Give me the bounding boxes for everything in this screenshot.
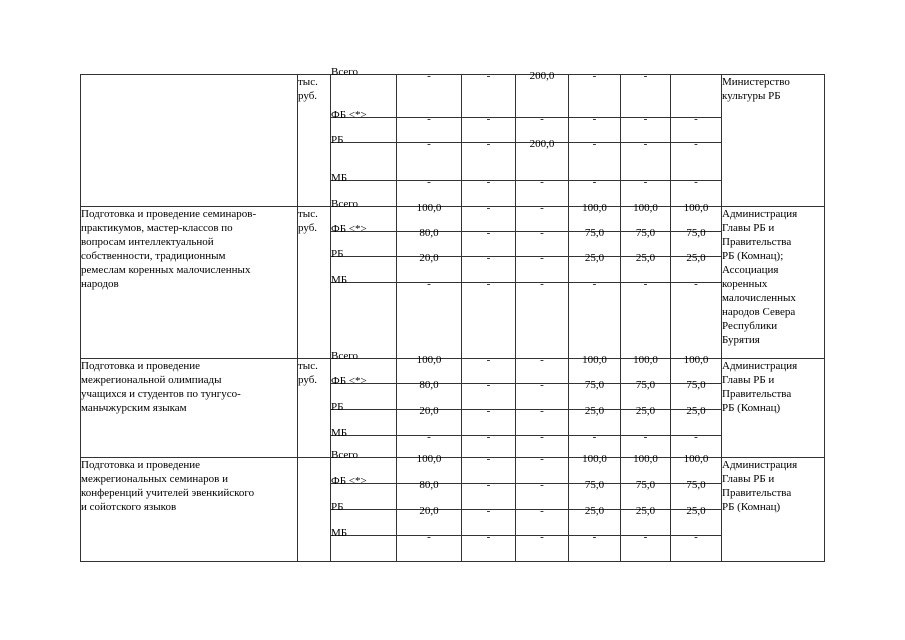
value-text: -	[643, 431, 648, 443]
activity-description	[81, 75, 298, 207]
value-text: 25,0	[686, 505, 706, 517]
value-text: 20,0	[419, 252, 439, 264]
value-text: -	[694, 176, 698, 188]
value-text: -	[486, 227, 491, 239]
value-text: -	[694, 531, 698, 543]
value-text: 25,0	[584, 405, 605, 417]
value-text: -	[592, 431, 597, 443]
value-text: 100,0	[582, 453, 607, 465]
value-text: 75,0	[635, 479, 656, 491]
value-text: -	[486, 278, 491, 290]
unit-cell: тыс. руб.	[298, 359, 331, 458]
value-text: -	[643, 278, 648, 290]
value-text: -	[540, 278, 544, 290]
funding-source-label: ФБ <*>	[331, 475, 367, 487]
value-text: 200,0	[529, 138, 555, 150]
value-text: -	[540, 354, 544, 366]
value-text: 20,0	[419, 405, 439, 417]
budget-table	[80, 66, 825, 562]
value-text: 100,0	[633, 354, 658, 366]
executor-cell: Администрация Главы РБ и Правительства РБ (Комнац)	[722, 458, 825, 562]
value-text: -	[486, 379, 491, 391]
funding-source-label: МБ	[331, 274, 348, 286]
value-text: -	[592, 531, 597, 543]
activity-description: Подготовка и проведение семинаров- практикумов, мастер-классов по вопросам интеллектуальной собственности, традиционным ремеслам коренных малочисленных народов	[81, 207, 298, 359]
funding-source-label: МБ	[331, 527, 348, 539]
value-text: -	[592, 70, 597, 82]
value-text: -	[540, 202, 544, 214]
value-text: 80,0	[419, 479, 439, 491]
value-text: -	[540, 379, 544, 391]
value-text: -	[540, 176, 544, 188]
value-cell	[569, 531, 621, 562]
value-text: 100,0	[582, 202, 607, 214]
funding-source-label: ФБ <*>	[331, 375, 367, 387]
value-text: -	[486, 453, 491, 465]
activity-description: Подготовка и проведение межрегиональной олимпиады учащихся и студентов по тунгусо- маньчжурским языкам	[81, 359, 298, 458]
unit-cell	[298, 458, 331, 562]
value-text: -	[427, 70, 431, 82]
value-text: 100,0	[582, 354, 607, 366]
value-text: -	[643, 531, 648, 543]
funding-source-label: Всего	[331, 350, 358, 362]
value-text: -	[540, 227, 544, 239]
value-text: 25,0	[686, 252, 706, 264]
value-text: 25,0	[635, 405, 656, 417]
value-cell	[569, 278, 621, 359]
value-text: -	[486, 431, 491, 443]
value-text: -	[540, 505, 544, 517]
value-text: -	[427, 138, 431, 150]
value-text: 25,0	[635, 252, 656, 264]
value-text: -	[592, 278, 597, 290]
value-text: 75,0	[686, 379, 706, 391]
funding-source-label: РБ	[331, 501, 344, 513]
value-text: 100,0	[416, 202, 442, 214]
value-text: -	[486, 252, 491, 264]
value-text: 75,0	[635, 227, 656, 239]
value-text: -	[486, 176, 491, 188]
value-text: -	[486, 138, 491, 150]
funding-source-label: ФБ <*>	[331, 223, 367, 235]
value-text: 20,0	[419, 505, 439, 517]
value-cell	[397, 278, 462, 359]
value-text: -	[643, 138, 648, 150]
value-text: 75,0	[584, 227, 605, 239]
funding-source-label: Всего	[331, 449, 358, 461]
value-cell	[621, 531, 671, 562]
value-text: -	[643, 70, 648, 82]
value-text: 100,0	[416, 354, 442, 366]
value-text: -	[592, 176, 597, 188]
value-cell	[462, 278, 516, 359]
value-text: 25,0	[686, 405, 706, 417]
value-cell	[671, 278, 722, 359]
value-text: -	[486, 202, 491, 214]
activity-description: Подготовка и проведение межрегиональных семинаров и конференций учителей эвенкийского и сойотского языков	[81, 458, 298, 562]
value-text: 100,0	[416, 453, 442, 465]
unit-cell: тыс. руб.	[298, 207, 331, 359]
value-text: -	[592, 138, 597, 150]
value-text: 100,0	[683, 453, 709, 465]
value-text: -	[540, 479, 544, 491]
value-text: 75,0	[686, 227, 706, 239]
value-text: -	[694, 113, 698, 125]
value-text: -	[427, 278, 431, 290]
funding-source-label: ФБ <*>	[331, 109, 367, 121]
value-text: -	[540, 252, 544, 264]
value-text: 100,0	[683, 354, 709, 366]
value-text: -	[486, 531, 491, 543]
value-text: -	[427, 531, 431, 543]
funding-source-cell	[331, 274, 397, 359]
value-text: -	[540, 453, 544, 465]
funding-source-label: Всего	[331, 198, 358, 210]
value-text: -	[486, 479, 491, 491]
unit-cell: тыс. руб.	[298, 75, 331, 207]
value-cell	[621, 278, 671, 359]
funding-source-label: РБ	[331, 401, 344, 413]
value-cell	[516, 278, 569, 359]
value-text: -	[540, 405, 544, 417]
executor-cell: Администрация Главы РБ и Правительства РБ (Комнац); Ассоциация коренных малочисленных народов Севера Республики Бурятия	[722, 207, 825, 359]
value-text: 25,0	[584, 505, 605, 517]
funding-source-label: Всего	[331, 66, 358, 78]
table-body	[81, 66, 825, 562]
value-text: -	[427, 176, 431, 188]
value-text: 200,0	[529, 70, 555, 82]
value-cell	[516, 531, 569, 562]
value-text: -	[643, 113, 648, 125]
value-text: -	[427, 431, 431, 443]
value-text: 100,0	[633, 202, 658, 214]
value-text: -	[643, 176, 648, 188]
value-text: 100,0	[633, 453, 658, 465]
value-text: -	[694, 138, 698, 150]
value-text: -	[486, 505, 491, 517]
value-text: 75,0	[584, 379, 605, 391]
funding-source-label: РБ	[331, 134, 344, 146]
value-cell	[462, 531, 516, 562]
value-text: -	[486, 113, 491, 125]
funding-source-cell	[331, 527, 397, 562]
value-text: -	[540, 531, 544, 543]
value-text: 75,0	[584, 479, 605, 491]
value-text: -	[694, 278, 698, 290]
value-text: 75,0	[686, 479, 706, 491]
executor-cell: Министерство культуры РБ	[722, 75, 825, 207]
funding-source-label: МБ	[331, 427, 348, 439]
value-text: -	[486, 405, 491, 417]
value-text: -	[694, 431, 698, 443]
executor-cell: Администрация Главы РБ и Правительства РБ (Комнац)	[722, 359, 825, 458]
value-text: -	[427, 113, 431, 125]
value-text: 25,0	[584, 252, 605, 264]
value-text: 80,0	[419, 379, 439, 391]
funding-source-label: РБ	[331, 248, 344, 260]
value-text: -	[486, 70, 491, 82]
value-text: 80,0	[419, 227, 439, 239]
value-text: 25,0	[635, 505, 656, 517]
funding-source-label: МБ	[331, 172, 348, 184]
value-text: -	[540, 113, 544, 125]
value-text: 100,0	[683, 202, 709, 214]
value-text: -	[486, 354, 491, 366]
value-cell	[397, 531, 462, 562]
value-cell	[671, 531, 722, 562]
value-text: -	[592, 113, 597, 125]
value-text: 75,0	[635, 379, 656, 391]
value-text: -	[540, 431, 544, 443]
